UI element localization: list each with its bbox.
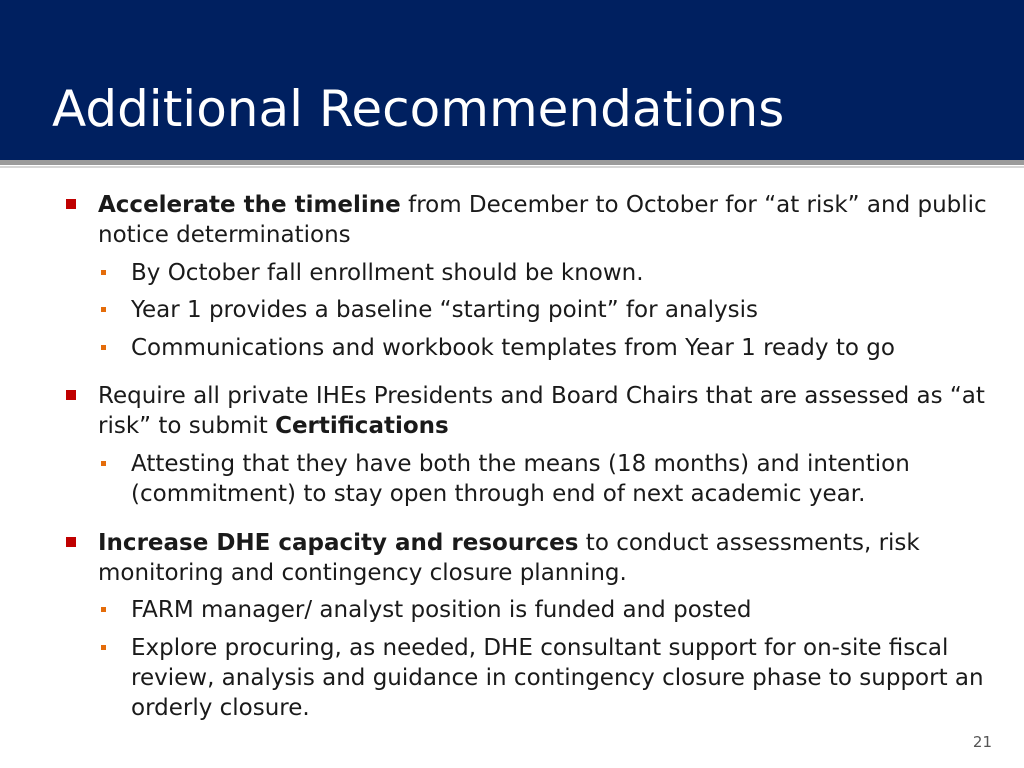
bullet-text: to conduct assessments, risk monitoring and contingency closure planning. <box>98 530 920 586</box>
sub-bullet: Year 1 provides a baseline “starting point” for analysis <box>131 297 758 323</box>
bullet-bold-text: Accelerate the timeline <box>98 192 401 218</box>
sub-bullet: Explore procuring, as needed, DHE consultant support for on-site fiscal review, analysis and guidance in contingency closure phase to support an orderly closure. <box>131 635 984 721</box>
small-square-bullet-icon <box>101 307 106 312</box>
square-bullet-icon <box>66 199 76 209</box>
small-square-bullet-icon <box>101 345 106 350</box>
bullet-accelerate-timeline <box>98 190 988 250</box>
small-square-bullet-icon <box>101 607 106 612</box>
bullet-bold-text: Certifications <box>275 413 449 439</box>
bullet-increase-capacity <box>98 528 988 588</box>
bullet-text: from December to October for “at risk” and public notice determinations <box>98 192 987 248</box>
small-square-bullet-icon <box>101 270 106 275</box>
slide-title: Additional Recommendations <box>52 80 785 138</box>
square-bullet-icon <box>66 537 76 547</box>
bullet-bold-text: Increase DHE capacity and resources <box>98 530 579 556</box>
square-bullet-icon <box>66 390 76 400</box>
small-square-bullet-icon <box>101 645 106 650</box>
sub-bullet: Attesting that they have both the means (18 months) and intention (commitment) to stay open through end of next academic year. <box>131 451 910 507</box>
bullet-text: Require all private IHEs Presidents and Board Chairs that are assessed as “at risk” to submit <box>98 383 985 439</box>
sub-bullet: Communications and workbook templates from Year 1 ready to go <box>131 335 895 361</box>
sub-bullet: By October fall enrollment should be known. <box>131 260 644 286</box>
small-square-bullet-icon <box>101 461 106 466</box>
page-number: 21 <box>972 733 992 751</box>
sub-bullet: FARM manager/ analyst position is funded and posted <box>131 597 752 623</box>
bullet-require-certifications <box>98 381 988 441</box>
